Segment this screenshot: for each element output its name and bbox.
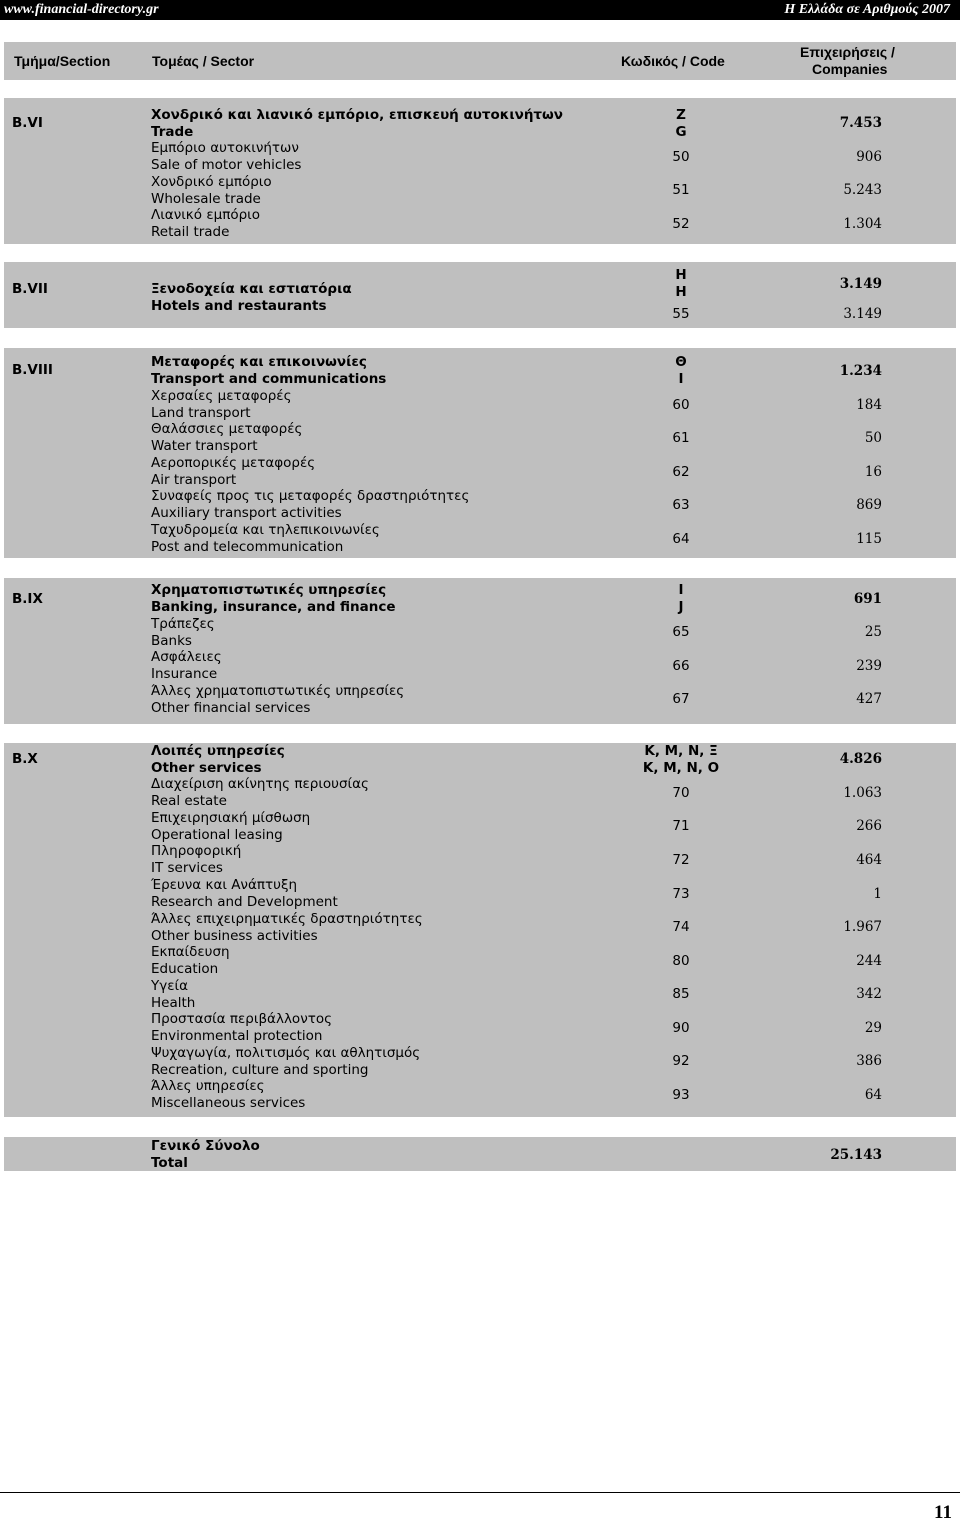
- row-label-gr: Τράπεζες: [151, 616, 215, 632]
- row-code: 50: [672, 149, 690, 165]
- row-count: 239: [856, 658, 882, 674]
- section-label: B.VIII: [12, 362, 53, 378]
- row-count: 64: [864, 1087, 882, 1103]
- row-label-en: Other financial services: [151, 700, 311, 716]
- row-label-gr: Λιανικό εμπόριο: [151, 207, 260, 223]
- row-label-gr: Υγεία: [151, 978, 188, 994]
- header-companies-line2: Companies: [812, 61, 888, 77]
- row-label-gr: Ασφάλειες: [151, 649, 222, 665]
- row-label-gr: Ψυχαγωγία, πολιτισμός και αθλητισμός: [151, 1045, 421, 1061]
- row-code: 93: [672, 1087, 690, 1103]
- group-total: 1.234: [839, 363, 882, 379]
- row-label-en: Other business activities: [151, 928, 318, 944]
- group-title-en: Transport and communications: [151, 371, 387, 387]
- table-header: [4, 42, 956, 80]
- row-code: 70: [672, 785, 690, 801]
- row-code: 62: [672, 464, 690, 480]
- site-url[interactable]: www.financial-directory.gr: [4, 2, 159, 17]
- group-code-1: Z: [676, 107, 686, 123]
- group-code-2: K, M, N, O: [642, 760, 720, 776]
- header-code: Κωδικός / Code: [621, 53, 725, 69]
- row-code: 67: [672, 691, 690, 707]
- group-title-gr: Λοιπές υπηρεσίες: [151, 743, 285, 759]
- row-count: 1.304: [843, 216, 882, 232]
- page-top-bar: [0, 0, 960, 20]
- row-label-en: Insurance: [151, 666, 218, 682]
- group-title-en: Banking, insurance, and finance: [151, 599, 396, 615]
- row-label-en: Health: [151, 995, 196, 1011]
- row-count: 5.243: [843, 182, 882, 198]
- row-count: 244: [856, 953, 882, 969]
- row-label-gr: Πληροφορική: [151, 843, 242, 859]
- row-code: 60: [672, 397, 690, 413]
- group-title-gr: Χρηματοπιστωτικές υπηρεσίες: [151, 582, 387, 598]
- row-label-gr: Χερσαίες μεταφορές: [151, 388, 292, 404]
- row-label-gr: Εκπαίδευση: [151, 944, 230, 960]
- row-count: 16: [864, 464, 882, 480]
- row-label-gr: Χονδρικό εμπόριο: [151, 174, 272, 190]
- group-title-gr: Ξενοδοχεία και εστιατόρια: [151, 281, 352, 297]
- grand-total-value: 25.143: [830, 1147, 882, 1163]
- row-code: 52: [672, 216, 690, 232]
- group-code-2: J: [678, 599, 684, 615]
- row-count: 115: [856, 531, 882, 547]
- row-label-en: Miscellaneous services: [151, 1095, 306, 1111]
- row-label-en: Education: [151, 961, 219, 977]
- row-label-gr: Θαλάσσιες μεταφορές: [151, 421, 303, 437]
- group-total: 691: [853, 591, 882, 607]
- row-count: 464: [856, 852, 882, 868]
- header-companies-line1: Επιχειρήσεις /: [800, 44, 895, 60]
- publication-title: Η Ελλάδα σε Αριθμούς 2007: [784, 2, 950, 17]
- footer-rule: [0, 1492, 960, 1493]
- section-label: B.IX: [12, 591, 43, 607]
- row-label-en: Banks: [151, 633, 192, 649]
- group-band-bviii: [4, 348, 956, 558]
- group-title-gr: Χονδρικό και λιανικό εμπόριο, επισκευή αυτοκινήτων: [151, 107, 563, 123]
- section-label: B.VI: [12, 115, 43, 131]
- group-code-2: H: [675, 284, 687, 300]
- section-label: B.X: [12, 751, 38, 767]
- row-code: 63: [672, 497, 690, 513]
- row-label-gr: Έρευνα και Ανάπτυξη: [151, 877, 298, 893]
- grand-total-label-en: Total: [151, 1155, 188, 1171]
- row-code: 71: [672, 818, 690, 834]
- row-label-en: Retail trade: [151, 224, 230, 240]
- group-code-1: Θ: [675, 354, 687, 370]
- row-count: 25: [864, 624, 882, 640]
- row-code: 85: [672, 986, 690, 1002]
- row-label-en: Recreation, culture and sporting: [151, 1062, 369, 1078]
- group-total: 3.149: [839, 276, 882, 292]
- row-count: 3.149: [843, 306, 882, 322]
- group-code-1: K, M, N, Ξ: [644, 743, 718, 759]
- row-count: 50: [864, 430, 882, 446]
- row-code: 92: [672, 1053, 690, 1069]
- row-label-en: Post and telecommunication: [151, 539, 344, 555]
- row-label-gr: Άλλες επιχειρηματικές δραστηριότητες: [151, 911, 423, 927]
- row-label-en: Sale of motor vehicles: [151, 157, 302, 173]
- row-code: 61: [672, 430, 690, 446]
- row-label-gr: Εμπόριο αυτοκινήτων: [151, 140, 299, 156]
- group-title-en: Trade: [151, 124, 194, 140]
- row-label-en: IT services: [151, 860, 223, 876]
- row-code: 90: [672, 1020, 690, 1036]
- row-label-en: Air transport: [151, 472, 237, 488]
- group-total: 7.453: [839, 115, 882, 131]
- row-label-gr: Επιχειρησιακή μίσθωση: [151, 810, 311, 826]
- row-code: 74: [672, 919, 690, 935]
- header-sector: Τομέας / Sector: [152, 53, 255, 69]
- row-count: 386: [856, 1053, 882, 1069]
- row-label-gr: Συναφείς προς τις μεταφορές δραστηριότητες: [151, 488, 470, 504]
- row-code: 51: [672, 182, 690, 198]
- row-count: 266: [856, 818, 882, 834]
- row-label-gr: Άλλες χρηματοπιστωτικές υπηρεσίες: [151, 683, 405, 699]
- group-code-2: I: [678, 371, 684, 387]
- group-total: 4.826: [839, 751, 882, 767]
- row-code: 80: [672, 953, 690, 969]
- row-code: 64: [672, 531, 690, 547]
- row-count: 1: [873, 886, 882, 902]
- section-label: B.VII: [12, 281, 48, 297]
- row-label-gr: Άλλες υπηρεσίες: [151, 1078, 265, 1094]
- row-count: 29: [864, 1020, 882, 1036]
- row-code: 72: [672, 852, 690, 868]
- row-count: 906: [856, 149, 882, 165]
- group-code-1: H: [675, 267, 687, 283]
- group-title-en: Hotels and restaurants: [151, 298, 327, 314]
- row-count: 1.063: [843, 785, 882, 801]
- row-label-en: Real estate: [151, 793, 227, 809]
- row-count: 1.967: [843, 919, 882, 935]
- header-section: Τμήμα/Section: [14, 53, 111, 69]
- row-label-gr: Ταχυδρομεία και τηλεπικοινωνίες: [151, 522, 380, 538]
- row-label-en: Environmental protection: [151, 1028, 323, 1044]
- row-label-gr: Αεροπορικές μεταφορές: [151, 455, 316, 471]
- row-label-en: Auxiliary transport activities: [151, 505, 342, 521]
- row-code: 66: [672, 658, 690, 674]
- row-label-en: Research and Development: [151, 894, 338, 910]
- row-count: 184: [856, 397, 882, 413]
- group-code-2: G: [675, 124, 687, 140]
- row-label-en: Water transport: [151, 438, 258, 454]
- row-count: 427: [856, 691, 882, 707]
- row-code: 73: [672, 886, 690, 902]
- group-title-gr: Μεταφορές και επικοινωνίες: [151, 354, 367, 370]
- row-label-en: Operational leasing: [151, 827, 283, 843]
- grand-total-label-gr: Γενικό Σύνολο: [151, 1138, 260, 1154]
- row-count: 869: [856, 497, 882, 513]
- row-code: 55: [672, 306, 690, 322]
- row-label-en: Land transport: [151, 405, 251, 421]
- group-code-1: I: [678, 582, 684, 598]
- row-code: 65: [672, 624, 690, 640]
- row-label-gr: Διαχείριση ακίνητης περιουσίας: [151, 776, 369, 792]
- row-label-gr: Προστασία περιβάλλοντος: [151, 1011, 333, 1027]
- row-count: 342: [856, 986, 882, 1002]
- row-label-en: Wholesale trade: [151, 191, 261, 207]
- group-title-en: Other services: [151, 760, 262, 776]
- page-number: 11: [934, 1502, 952, 1523]
